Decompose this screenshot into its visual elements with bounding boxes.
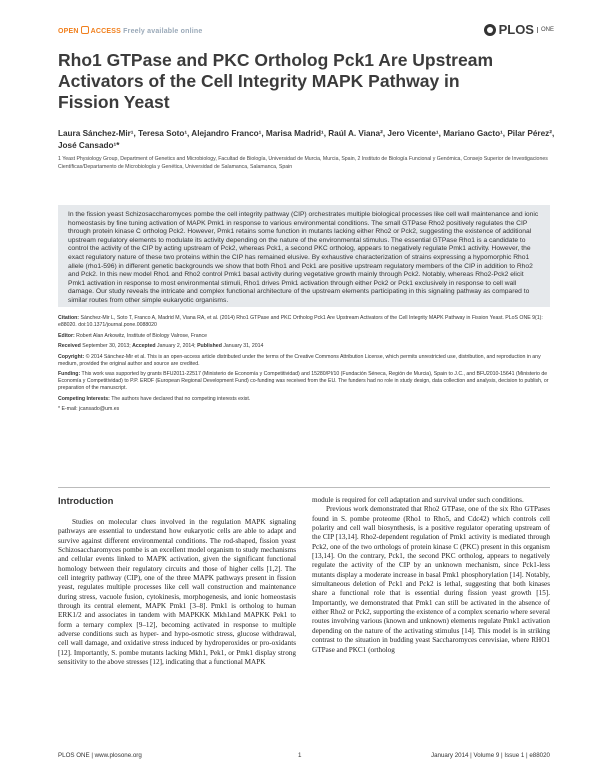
published-date: January 31, 2014	[223, 343, 264, 349]
footer-journal[interactable]: PLOS ONE | www.plosone.org	[58, 752, 142, 759]
funding-text: This work was supported by grants BFU2011-22517 (Ministerio de Economía y Competitividad) and 15280/PI/10 (Fundación Séneca, Región de Murcia), Spain to J.C., and BFU2010-15641 (Ministerio de Economía y Competitividad) to P.P. ERDF (European Regional Development Fund) co-funding was received from the EU. The funders had no role in study design, data collection and analysis, decision to publish, or preparation of the manuscript.	[58, 371, 549, 391]
introduction-heading: Introduction	[58, 496, 114, 507]
article-title: Rho1 GTPase and PKC Ortholog Pck1 Are Upstream Activators of the Cell Integrity MAPK Pathway in Fission Yeast	[58, 50, 494, 112]
footer-issue: January 2014 | Volume 9 | Issue 1 | e88020	[430, 752, 550, 759]
accepted-label: Accepted	[132, 343, 156, 349]
copyright-label: Copyright:	[58, 353, 85, 360]
citation-label: Citation:	[58, 315, 80, 321]
section-divider	[58, 487, 550, 488]
article-metadata	[58, 315, 550, 417]
competing-line	[58, 396, 550, 403]
copyright-text: © 2014 Sánchez-Mir et al. This is an open-access article distributed under the terms of the Creative Commons Attribution License, which permits unrestricted use, distribution, and reproduction in any medium, provided the original author and source are credited.	[58, 353, 541, 367]
footer-page-number: 1	[298, 752, 302, 759]
accepted-date: January 2, 2014;	[156, 343, 196, 349]
journal-logo	[484, 22, 554, 37]
oa-open-label: OPEN	[58, 28, 79, 35]
intro-right-column	[312, 496, 550, 655]
received-date: September 30, 2013;	[82, 343, 131, 349]
intro-paragraph: Studies on molecular clues involved in the regulation MAPK signaling pathways are essential to understand how eukaryotic cells are able to adapt and survive against different environmental conditions. The rod-shaped, fission yeast Schizosaccharomyces pombe is an excellent model organism to study mechanisms and cellular events linked to MAPK activation, given the significant functional homology between their regulatory circuits and those of higher cells [1,2]. The cell integrity pathway (CIP), one of the three MAPK pathways present in fission yeast, regulates multiple processes like cell wall construction and maintenance during stress, vacuole fusion, cytokinesis, morphogenesis, and ionic homeostasis through its central element, MAPK Pmk1 [3–8]. Pmk1 is ortholog to human ERK1/2 and associates in tandem with MAPKKK Mkh1and MAPKK Pek1 to form a ternary complex [9–12], becoming activated in response to multiple adverse conditions such as hyper- and hypo-osmotic stress, glucose withdrawal, cell wall damage, and oxidative stress induced by hydroperoxides or pro-oxidants [12]. Importantly, S. pombe mutants lacking Mkh1, Pek1, or Pmk1 display strong sensitivity to the above stresses [12], indicating that a functional MAPK	[58, 518, 296, 667]
intro-left-column	[58, 518, 296, 668]
dates-line	[58, 343, 550, 350]
intro-paragraph: Previous work demonstrated that Rho2 GTPase, one of the six Rho GTPases found in S. pombe proteome (Rho1 to Rho5, and Cdc42) which controls cell polarity and cell wall biosynthesis, is a positive regulator operating upstream of the CIP [13,14]. Rho2-dependent regulation of Pmk1 activity is mediated through Pck2, one of the two orthologs of protein kinase C (PKC) present in this organism [13,14]. On the contrary, Pck1, the second PKC ortholog, appears to negatively regulate the activity of the CIP by an unknown mechanism, since Pck1-less mutants display a moderate increase in basal Pmk1 phosphorylation [14]. Notably, simultaneous deletion of Pck1 and Pck2 is lethal, suggesting that both kinases share a functional role that is essential during fission yeast growth [15]. Importantly, we demonstrated that Pmk1 can still be activated in the absence of either Rho2 or Pck2, supporting the existence of a complex scenario where several routes involving various (known and unknown) elements regulate Pmk1 activation depending on the nature of the activating stimulus [14]. This model is in striking contrast to the situation in budding yeast Saccharomyces cerevisiae, where RHO1 GTPase and PKC1 (ortholog	[312, 505, 550, 654]
plos-one-text: ONE	[537, 27, 554, 33]
citation-line	[58, 315, 550, 329]
funding-label: Funding:	[58, 371, 81, 377]
journal-header	[58, 24, 554, 40]
author-list: Laura Sánchez-Mir¹, Teresa Soto¹, Alejandro Franco¹, Marisa Madrid¹, Raúl A. Viana², Jero Vicente¹, Mariano Gacto¹, Pilar Pérez², José Cansado¹*	[58, 129, 555, 150]
funding-line	[58, 371, 550, 392]
affiliations: 1 Yeast Physiology Group, Department of Genetics and Microbiology, Facultad de Biología, Universidad de Murcia, Murcia, Spain, 2 Instituto de Biología Funcional y Genómica, Consejo Superior de Investigaciones Científicas/Departamento de Microbiología y Genética, Universidad de Salamanca, Salamanca, Spain	[58, 156, 548, 170]
published-label: Published	[197, 343, 222, 349]
abstract-text: In the fission yeast Schizosaccharomyces pombe the cell integrity pathway (CIP) orchestrates multiple biological processes like cell wall maintenance and ionic homeostasis by fine tuning activation of MAPK Pmk1 in response to various environmental conditions. The small GTPase Rho2 positively regulates the CIP through protein kinase C ortholog Pck2. However, Pmk1 retains some function in mutants lacking either Rho2 or Pck2, suggesting the existence of additional upstream regulatory elements to modulate its activity depending on the nature of the environmental stimulus. The essential GTPase Rho1 is a candidate to control the activity of the CIP by acting upstream of Pck2, whereas Pck1, a second PKC ortholog, appears to negatively regulate Pmk1 activity. However, the exact regulatory nature of these two proteins within the CIP has remained elusive. By exhaustive characterization of strains expressing a hypomorphic Rho1 allele (rho1-596) in different genetic backgrounds we show that both Rho1 and Pck1 are positive upstream regulatory members of the CIP in addition to Rho2 and Pck2. In this new model Rho1 and Rho2 control Pmk1 basal activity during vegetative growth mainly through Pck2. Notably, whereas Rho2-Pck2 elicit Pmk1 activation in response to most environmental stimuli, Rho1 drives Pmk1 activation through either Pck2 or Pck1 exclusively in response to cell wall damage. Our study reveals the intricate and complex functional architecture of the upstream elements participating in this signaling pathway as compared to similar routes from other simple eukaryotic organisms.	[68, 211, 539, 304]
plos-logo-text: PLOS	[498, 22, 534, 37]
intro-paragraph: module is required for cell adaptation and survival under such conditions.	[312, 496, 524, 504]
competing-text: The authors have declared that no competing interests exist.	[111, 395, 251, 402]
copyright-line	[58, 354, 550, 368]
editor-text: Robert Alan Arkowitz, Institute of Biology Valrose, France	[76, 332, 207, 339]
email-line[interactable]: * E-mail: jcansado@um.es	[58, 406, 120, 412]
open-access-banner	[58, 26, 202, 35]
competing-label: Competing Interests:	[58, 395, 110, 402]
freely-available-label: Freely available online	[123, 28, 203, 35]
open-lock-icon	[81, 26, 89, 34]
editor-line	[58, 333, 550, 340]
citation-text: Sánchez-Mir L, Soto T, Franco A, Madrid M, Viana RA, et al. (2014) Rho1 GTPase and PKC Ortholog Pck1 Are Upstream Activators of the Cell Integrity MAPK Pathway in Fission Yeast. PLoS ONE 9(1): e88020. doi:10.1371/journal.pone.0088020	[58, 315, 543, 328]
plos-logo-icon	[484, 24, 496, 36]
abstract-box	[58, 205, 550, 307]
received-label: Received	[58, 343, 81, 349]
oa-access-label: ACCESS	[90, 28, 122, 35]
editor-label: Editor:	[58, 332, 75, 339]
